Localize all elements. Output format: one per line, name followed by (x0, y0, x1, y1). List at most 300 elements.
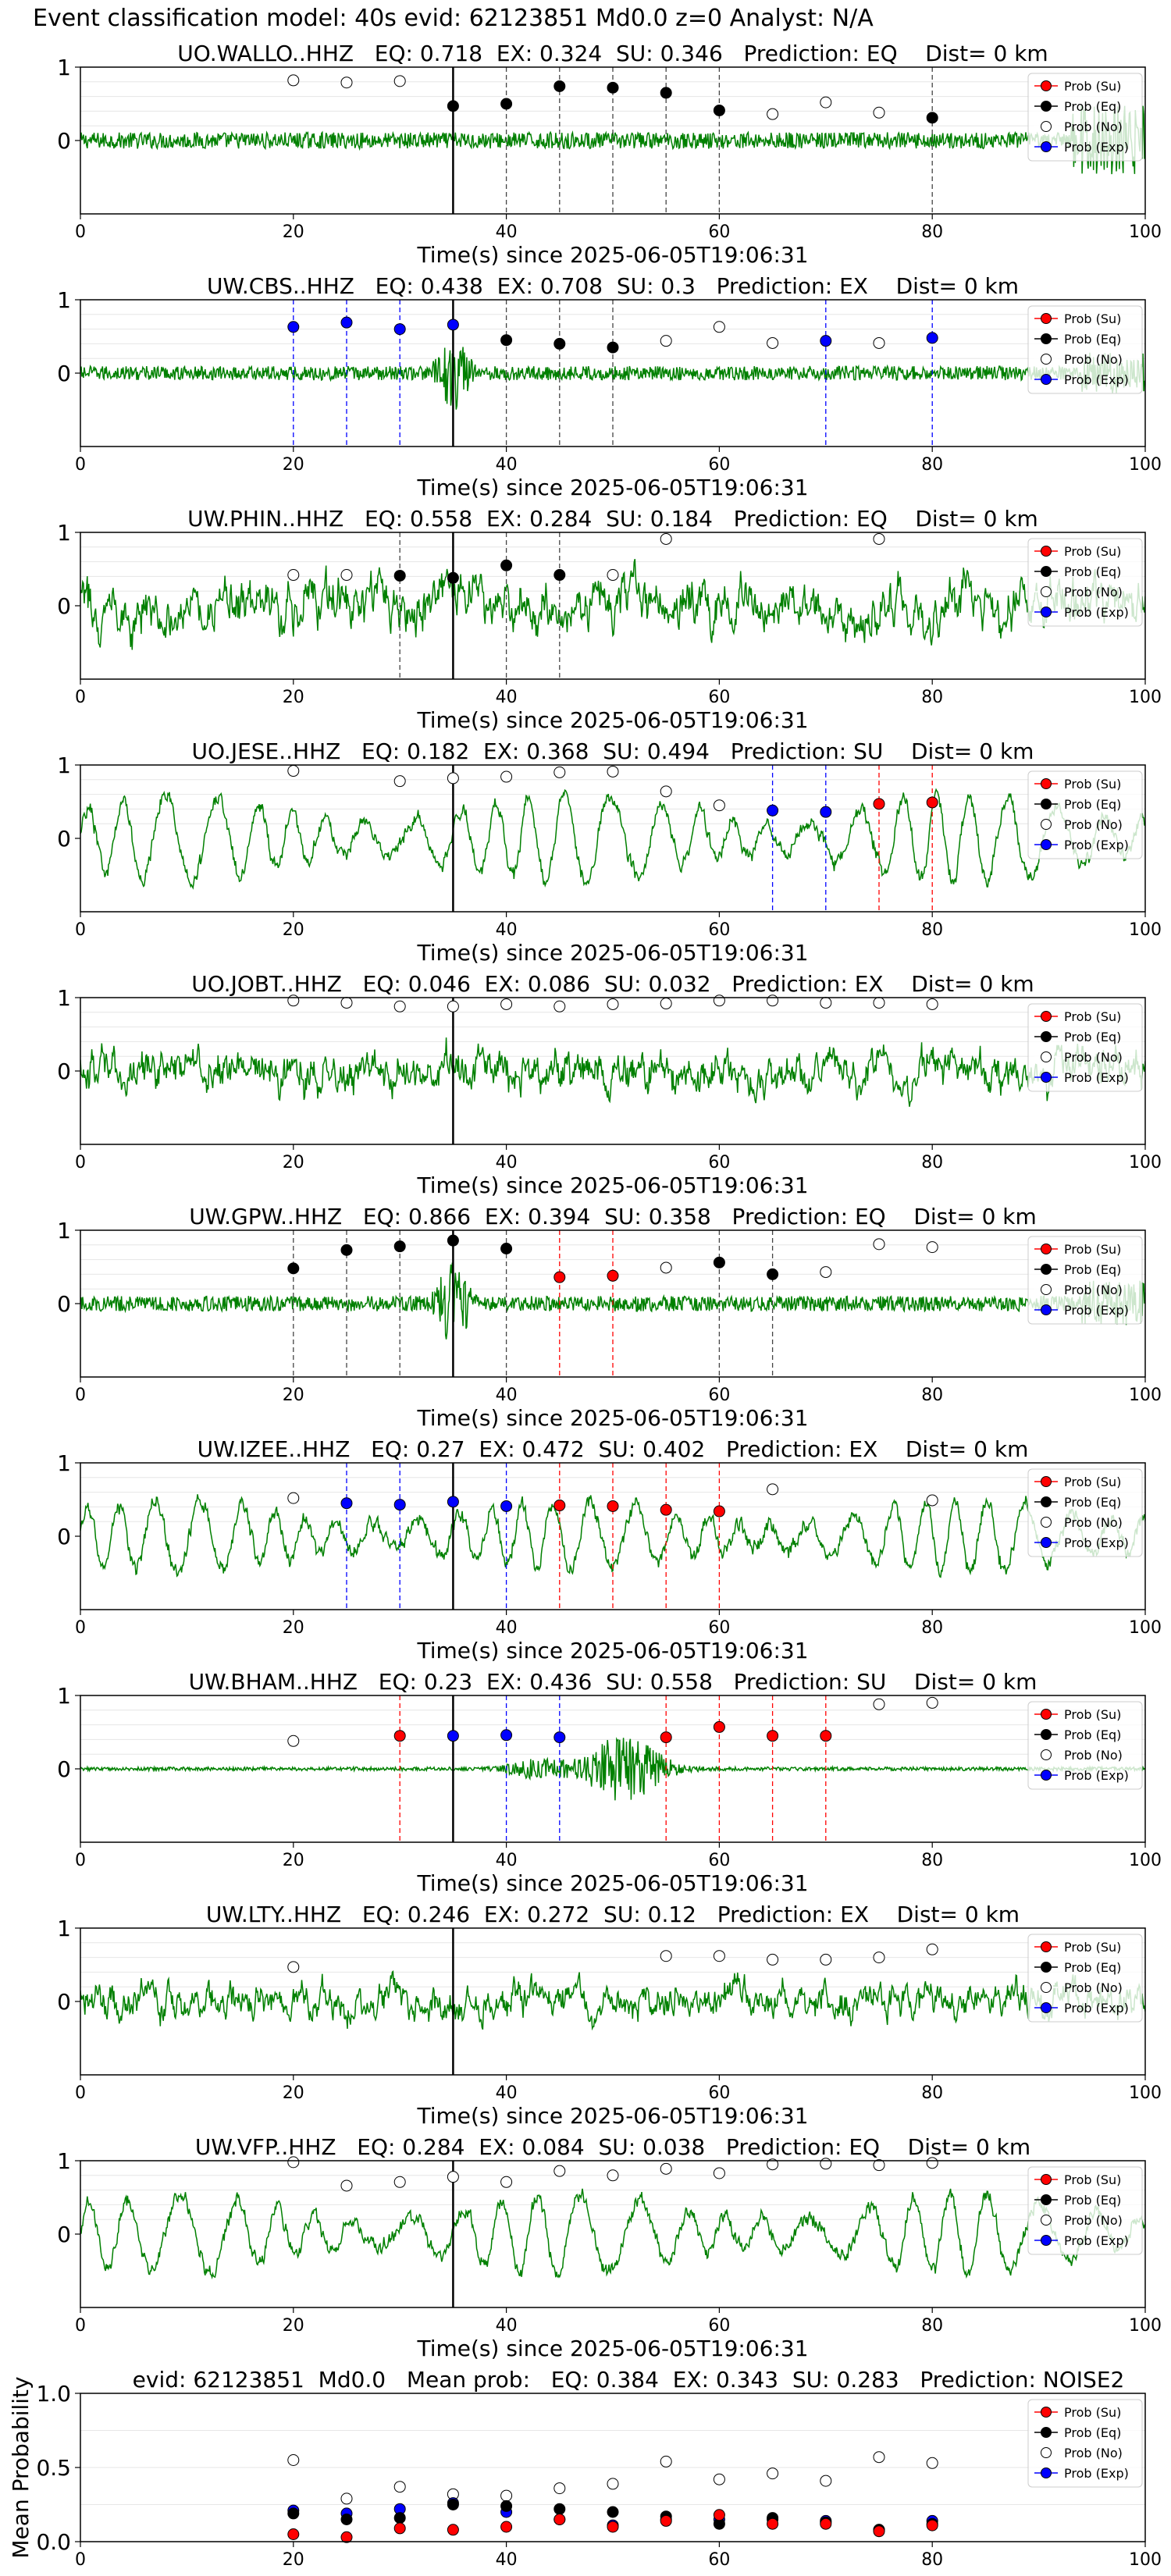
y-tick-label: 1 (57, 520, 71, 546)
x-tick-label: 100 (1129, 2550, 1162, 2570)
legend (1028, 539, 1142, 626)
legend-label-exp: Prob (Exp) (1064, 2466, 1129, 2481)
mean-prob-marker-eq (501, 2500, 512, 2511)
legend-label-eq: Prob (Eq) (1064, 564, 1122, 579)
prob-marker-su (714, 1506, 724, 1517)
prob-marker-eq (554, 338, 565, 349)
prob-marker-no (927, 1495, 938, 1506)
legend-label-exp: Prob (Exp) (1064, 605, 1129, 620)
legend (1028, 1236, 1142, 1324)
x-axis-label: Time(s) since 2025-06-05T19:06:31 (417, 1870, 809, 1896)
x-tick-label: 60 (708, 222, 731, 242)
x-tick-label: 60 (708, 1618, 731, 1638)
legend-marker-su (1041, 1710, 1052, 1720)
y-tick-label: 0 (57, 1524, 71, 1550)
prob-marker-exp (927, 333, 938, 343)
x-axis-label: Time(s) since 2025-06-05T19:06:31 (417, 940, 809, 966)
x-tick-label: 20 (282, 1386, 304, 1405)
x-tick-label: 80 (921, 222, 944, 242)
prob-marker-su (394, 1731, 405, 1742)
prob-marker-no (341, 998, 352, 1009)
x-tick-label: 100 (1129, 2083, 1162, 2103)
prob-marker-eq (288, 1263, 299, 1274)
legend-marker-no (1041, 1052, 1052, 1062)
legend (1028, 2400, 1142, 2487)
legend-marker-eq (1041, 567, 1052, 577)
mean-prob-marker-no (660, 2456, 671, 2467)
x-tick-label: 100 (1129, 1386, 1162, 1405)
legend-marker-eq (1041, 101, 1052, 112)
prob-marker-exp (447, 1496, 458, 1507)
y-tick-label: 0 (57, 826, 71, 852)
legend-label-eq: Prob (Eq) (1064, 1495, 1122, 1510)
legend-label-su: Prob (Su) (1064, 777, 1122, 792)
prob-marker-no (660, 786, 671, 797)
legend-label-su: Prob (Su) (1064, 544, 1122, 559)
x-tick-label: 40 (495, 1851, 518, 1870)
mean-prob-marker-no (927, 2457, 938, 2468)
y-tick-label: 1 (57, 2148, 71, 2174)
prob-marker-su (714, 1721, 724, 1732)
x-tick-label: 60 (708, 1153, 731, 1172)
legend-label-su: Prob (Su) (1064, 1242, 1122, 1257)
legend-marker-exp (1041, 2236, 1052, 2246)
legend-marker-eq (1041, 1962, 1052, 1973)
prob-marker-no (288, 1962, 299, 1973)
legend-label-exp: Prob (Exp) (1064, 140, 1129, 155)
mean-prob-marker-su (341, 2532, 352, 2542)
x-tick-label: 100 (1129, 222, 1162, 242)
prob-marker-no (607, 570, 618, 581)
prob-marker-no (874, 337, 884, 348)
prob-marker-no (874, 107, 884, 118)
legend-marker-exp (1041, 840, 1052, 850)
y-tick-label: 0 (57, 1989, 71, 2015)
x-axis-label: Time(s) since 2025-06-05T19:06:31 (417, 2103, 809, 2129)
panel-title: UW.CBS..HHZ EQ: 0.438 EX: 0.708 SU: 0.3 Prediction: EX Dist= 0 km (206, 273, 1020, 299)
x-tick-label: 40 (495, 920, 518, 940)
legend-label-exp: Prob (Exp) (1064, 1535, 1129, 1550)
panel-11 (8, 2367, 1162, 2570)
panel-title: UW.GPW..HHZ EQ: 0.866 EX: 0.394 SU: 0.358 Prediction: EQ Dist= 0 km (189, 1204, 1037, 1229)
panel-8 (57, 1669, 1162, 1896)
panel-7 (57, 1436, 1162, 1663)
legend-marker-exp (1041, 607, 1052, 617)
prob-marker-no (660, 1951, 671, 1962)
legend-label-su: Prob (Su) (1064, 2405, 1122, 2420)
legend-marker-no (1041, 1517, 1052, 1528)
prob-marker-exp (767, 805, 778, 816)
mean-prob-marker-eq (447, 2500, 458, 2510)
legend-label-su: Prob (Su) (1064, 1940, 1122, 1955)
prob-marker-no (820, 97, 831, 108)
x-tick-label: 0 (75, 2083, 86, 2103)
legend-label-su: Prob (Su) (1064, 79, 1122, 94)
mean-prob-marker-no (607, 2478, 618, 2489)
legend-marker-no (1041, 1983, 1052, 1993)
legend-label-eq: Prob (Eq) (1064, 99, 1122, 114)
y-tick-label: 1 (57, 1916, 71, 1941)
prob-marker-su (607, 1500, 618, 1511)
legend-marker-exp (1041, 1073, 1052, 1083)
prob-marker-no (554, 767, 565, 777)
legend-label-no: Prob (No) (1064, 1283, 1123, 1297)
prob-marker-no (288, 1493, 299, 1503)
y-tick-label: 0.0 (36, 2529, 71, 2555)
mean-prob-marker-su (660, 2515, 671, 2526)
prob-marker-no (288, 75, 299, 86)
x-tick-label: 20 (282, 2316, 304, 2336)
prob-marker-su (660, 1504, 671, 1515)
x-axis-label: Time(s) since 2025-06-05T19:06:31 (417, 1638, 809, 1663)
x-axis-label: Time(s) since 2025-06-05T19:06:31 (417, 1405, 809, 1431)
legend-label-eq: Prob (Eq) (1064, 1960, 1122, 1975)
prob-marker-no (927, 1697, 938, 1708)
prob-marker-no (927, 1242, 938, 1253)
prob-marker-no (714, 800, 724, 811)
legend-label-exp: Prob (Exp) (1064, 2001, 1129, 2016)
legend-marker-eq (1041, 1730, 1052, 1740)
legend-marker-su (1041, 314, 1052, 324)
y-tick-label: 0 (57, 1059, 71, 1084)
prob-marker-no (874, 1699, 884, 1710)
legend-label-no: Prob (No) (1064, 1515, 1123, 1530)
legend-marker-exp (1041, 142, 1052, 152)
legend (1028, 1934, 1142, 2022)
x-tick-label: 100 (1129, 2316, 1162, 2336)
x-tick-label: 0 (75, 222, 86, 242)
x-tick-label: 80 (921, 455, 944, 475)
y-tick-label: 1.0 (36, 2381, 71, 2407)
y-tick-label: 1 (57, 985, 71, 1011)
mean-prob-marker-no (820, 2475, 831, 2486)
legend-label-eq: Prob (Eq) (1064, 332, 1122, 347)
legend-marker-eq (1041, 2428, 1052, 2438)
x-tick-label: 100 (1129, 1851, 1162, 1870)
mean-prob-marker-no (288, 2455, 299, 2466)
figure-suptitle: Event classification model: 40s evid: 62123851 Md0.0 z=0 Analyst: N/A (33, 5, 874, 32)
x-tick-label: 80 (921, 1618, 944, 1638)
prob-marker-no (874, 998, 884, 1009)
legend-label-eq: Prob (Eq) (1064, 2425, 1122, 2440)
prob-marker-no (607, 998, 618, 1009)
legend-label-no: Prob (No) (1064, 585, 1123, 600)
legend-label-exp: Prob (Exp) (1064, 1768, 1129, 1783)
x-tick-label: 60 (708, 920, 731, 940)
legend-marker-su (1041, 2175, 1052, 2185)
panel-title: UW.PHIN..HHZ EQ: 0.558 EX: 0.284 SU: 0.184 Prediction: EQ Dist= 0 km (187, 506, 1038, 532)
legend-marker-no (1041, 2448, 1052, 2458)
prob-marker-eq (447, 1235, 458, 1246)
legend-marker-exp (1041, 1538, 1052, 1548)
panel-title: UW.LTY..HHZ EQ: 0.246 EX: 0.272 SU: 0.12 Prediction: EX Dist= 0 km (205, 1902, 1020, 1927)
x-tick-label: 60 (708, 1851, 731, 1870)
mean-prob-marker-no (501, 2490, 512, 2501)
legend-marker-exp (1041, 2468, 1052, 2478)
legend-marker-exp (1041, 1770, 1052, 1781)
legend-marker-eq (1041, 1497, 1052, 1507)
y-tick-label: 1 (57, 1218, 71, 1244)
y-tick-label: 0 (57, 2222, 71, 2247)
x-tick-label: 80 (921, 2316, 944, 2336)
mean-prob-marker-su (288, 2529, 299, 2540)
x-tick-label: 80 (921, 2550, 944, 2570)
legend-marker-eq (1041, 799, 1052, 809)
mean-prob-marker-su (394, 2523, 405, 2534)
prob-marker-eq (607, 82, 618, 93)
x-tick-label: 0 (75, 1851, 86, 1870)
x-tick-label: 60 (708, 2316, 731, 2336)
legend-label-eq: Prob (Eq) (1064, 1030, 1122, 1044)
legend-marker-eq (1041, 1265, 1052, 1275)
legend-label-no: Prob (No) (1064, 352, 1123, 367)
prob-marker-eq (501, 335, 512, 346)
prob-marker-exp (394, 1500, 405, 1510)
legend-marker-no (1041, 1750, 1052, 1760)
y-tick-label: 0 (57, 1756, 71, 1782)
y-tick-label: 1 (57, 1450, 71, 1476)
x-axis-label: Time(s) since 2025-06-05T19:06:31 (417, 2336, 809, 2361)
prob-marker-no (660, 336, 671, 347)
legend (1028, 306, 1142, 393)
prob-marker-no (714, 2168, 724, 2179)
legend (1028, 2167, 1142, 2254)
legend-label-exp: Prob (Exp) (1064, 2233, 1129, 2248)
x-tick-label: 40 (495, 1153, 518, 1172)
prob-marker-exp (394, 324, 405, 335)
x-tick-label: 80 (921, 1851, 944, 1870)
prob-marker-su (554, 1272, 565, 1283)
prob-marker-no (607, 766, 618, 777)
x-axis-label: Time(s) since 2025-06-05T19:06:31 (417, 242, 809, 268)
prob-marker-eq (394, 570, 405, 581)
x-tick-label: 80 (921, 920, 944, 940)
prob-marker-exp (501, 1500, 512, 1511)
prob-marker-no (554, 2165, 565, 2176)
prob-marker-no (660, 1262, 671, 1273)
panel-4 (57, 738, 1162, 966)
y-tick-label: 0 (57, 1291, 71, 1317)
legend-label-no: Prob (No) (1064, 2213, 1123, 2228)
prob-marker-exp (341, 1498, 352, 1509)
prob-marker-no (820, 1267, 831, 1278)
prob-marker-no (874, 533, 884, 544)
x-tick-label: 40 (495, 1386, 518, 1405)
x-tick-label: 80 (921, 1386, 944, 1405)
prob-marker-no (554, 1001, 565, 1012)
x-tick-label: 40 (495, 222, 518, 242)
legend-label-no: Prob (No) (1064, 817, 1123, 832)
prob-marker-no (874, 1239, 884, 1250)
x-tick-label: 40 (495, 1618, 518, 1638)
legend-marker-su (1041, 546, 1052, 557)
prob-marker-su (874, 799, 884, 809)
prob-marker-no (767, 337, 778, 348)
x-tick-label: 0 (75, 455, 86, 475)
y-tick-label: 1 (57, 55, 71, 80)
prob-marker-no (660, 533, 671, 544)
panel-9 (57, 1902, 1162, 2129)
x-tick-label: 0 (75, 1386, 86, 1405)
prob-marker-no (341, 2180, 352, 2191)
legend-label-exp: Prob (Exp) (1064, 1303, 1129, 1318)
legend-marker-su (1041, 81, 1052, 91)
prob-marker-no (767, 109, 778, 119)
prob-marker-no (714, 1951, 724, 1962)
mean-prob-marker-no (767, 2468, 778, 2479)
y-tick-label: 0 (57, 361, 71, 386)
legend (1028, 771, 1142, 859)
mean-prob-marker-su (767, 2518, 778, 2529)
y-tick-label: 1 (57, 1683, 71, 1709)
prob-marker-exp (820, 806, 831, 817)
prob-marker-eq (607, 342, 618, 353)
panel-2 (57, 273, 1162, 500)
prob-marker-no (501, 2176, 512, 2187)
x-tick-label: 0 (75, 2550, 86, 2570)
prob-marker-no (501, 998, 512, 1009)
mean-prob-marker-eq (341, 2514, 352, 2525)
prob-marker-su (554, 1500, 565, 1511)
x-tick-label: 20 (282, 1618, 304, 1638)
x-tick-label: 20 (282, 688, 304, 707)
prob-marker-exp (501, 1730, 512, 1741)
x-tick-label: 20 (282, 1153, 304, 1172)
legend-label-su: Prob (Su) (1064, 311, 1122, 326)
prob-marker-eq (554, 570, 565, 581)
prob-marker-no (394, 2176, 405, 2187)
x-tick-label: 80 (921, 688, 944, 707)
legend-marker-no (1041, 122, 1052, 132)
panel-6 (57, 1204, 1162, 1431)
mean-prob-marker-no (554, 2483, 565, 2494)
legend-marker-su (1041, 2407, 1052, 2418)
mean-prob-marker-su (820, 2518, 831, 2529)
x-tick-label: 80 (921, 1153, 944, 1172)
prob-marker-exp (341, 317, 352, 328)
x-tick-label: 100 (1129, 1618, 1162, 1638)
legend-marker-eq (1041, 334, 1052, 344)
legend (1028, 1469, 1142, 1557)
prob-marker-eq (447, 572, 458, 583)
y-tick-label: 1 (57, 753, 71, 778)
legend-label-eq: Prob (Eq) (1064, 1727, 1122, 1742)
y-tick-label: 0 (57, 128, 71, 154)
prob-marker-exp (288, 322, 299, 333)
mean-prob-marker-su (607, 2521, 618, 2532)
mean-prob-marker-eq (607, 2507, 618, 2517)
legend-marker-no (1041, 587, 1052, 597)
prob-marker-no (288, 1735, 299, 1746)
x-tick-label: 20 (282, 222, 304, 242)
prob-marker-no (820, 998, 831, 1009)
x-tick-label: 100 (1129, 920, 1162, 940)
legend-marker-su (1041, 1942, 1052, 1952)
legend-marker-su (1041, 1012, 1052, 1022)
mean-prob-marker-su (501, 2521, 512, 2532)
panel-title: UW.IZEE..HHZ EQ: 0.27 EX: 0.472 SU: 0.402 Prediction: EX Dist= 0 km (197, 1436, 1029, 1462)
x-tick-label: 0 (75, 1153, 86, 1172)
legend-label-eq: Prob (Eq) (1064, 1262, 1122, 1277)
legend-marker-su (1041, 1477, 1052, 1487)
y-tick-label: 0.5 (36, 2455, 71, 2481)
legend-label-no: Prob (No) (1064, 119, 1123, 134)
prob-marker-exp (447, 319, 458, 330)
x-tick-label: 20 (282, 2083, 304, 2103)
prob-marker-eq (714, 105, 724, 116)
legend-label-no: Prob (No) (1064, 2446, 1123, 2460)
x-tick-label: 100 (1129, 1153, 1162, 1172)
legend-label-eq: Prob (Eq) (1064, 797, 1122, 812)
prob-marker-exp (447, 1731, 458, 1742)
prob-marker-su (607, 1270, 618, 1281)
panel-title: UW.BHAM..HHZ EQ: 0.23 EX: 0.436 SU: 0.558 Prediction: SU Dist= 0 km (188, 1669, 1038, 1695)
prob-marker-no (394, 76, 405, 87)
mean-prob-marker-eq (554, 2503, 565, 2514)
legend-label-su: Prob (Su) (1064, 1707, 1122, 1722)
prob-marker-eq (927, 112, 938, 123)
panel-10 (57, 2134, 1162, 2361)
prob-marker-eq (394, 1241, 405, 1252)
legend-marker-eq (1041, 2195, 1052, 2205)
x-axis-label: Time(s) since 2025-06-05T19:06:31 (417, 475, 809, 500)
prob-marker-eq (660, 87, 671, 98)
legend-marker-no (1041, 820, 1052, 830)
prob-marker-eq (501, 98, 512, 109)
prob-marker-no (341, 570, 352, 581)
prob-marker-eq (501, 1244, 512, 1254)
mean-prob-marker-no (341, 2493, 352, 2504)
legend (1028, 73, 1142, 161)
prob-marker-su (820, 1731, 831, 1742)
y-axis-label: Mean Probability (8, 2376, 34, 2559)
x-tick-label: 20 (282, 1851, 304, 1870)
panel-title: UO.JESE..HHZ EQ: 0.182 EX: 0.368 SU: 0.494 Prediction: SU Dist= 0 km (191, 738, 1034, 764)
prob-marker-no (927, 998, 938, 1009)
y-tick-label: 0 (57, 593, 71, 619)
prob-marker-no (660, 2163, 671, 2174)
panel-title: UO.WALLO..HHZ EQ: 0.718 EX: 0.324 SU: 0.346 Prediction: EQ Dist= 0 km (177, 41, 1048, 66)
prob-marker-eq (501, 560, 512, 571)
x-tick-label: 60 (708, 688, 731, 707)
panel-title: UW.VFP..HHZ EQ: 0.284 EX: 0.084 SU: 0.038 Prediction: EQ Dist= 0 km (194, 2134, 1031, 2160)
legend-label-no: Prob (No) (1064, 1050, 1123, 1065)
plot-area (80, 765, 1145, 912)
legend (1028, 1004, 1142, 1091)
mean-prob-marker-eq (288, 2508, 299, 2519)
x-tick-label: 20 (282, 2550, 304, 2570)
y-tick-label: 1 (57, 287, 71, 313)
x-tick-label: 100 (1129, 688, 1162, 707)
prob-marker-no (714, 322, 724, 333)
panel-5 (57, 971, 1162, 1198)
mean-prob-marker-su (714, 2510, 724, 2521)
legend-marker-su (1041, 779, 1052, 789)
x-tick-label: 100 (1129, 455, 1162, 475)
prob-marker-eq (447, 101, 458, 112)
prob-marker-no (767, 1954, 778, 1965)
x-tick-label: 40 (495, 688, 518, 707)
panel-title: UO.JOBT..HHZ EQ: 0.046 EX: 0.086 SU: 0.032 Prediction: EX Dist= 0 km (191, 971, 1034, 997)
x-tick-label: 0 (75, 1618, 86, 1638)
legend-label-exp: Prob (Exp) (1064, 1070, 1129, 1085)
prob-marker-eq (341, 1244, 352, 1255)
plot-area (80, 2161, 1145, 2307)
prob-marker-no (288, 570, 299, 581)
legend-label-su: Prob (Su) (1064, 2172, 1122, 2187)
x-tick-label: 40 (495, 2083, 518, 2103)
panel-1 (57, 41, 1162, 268)
